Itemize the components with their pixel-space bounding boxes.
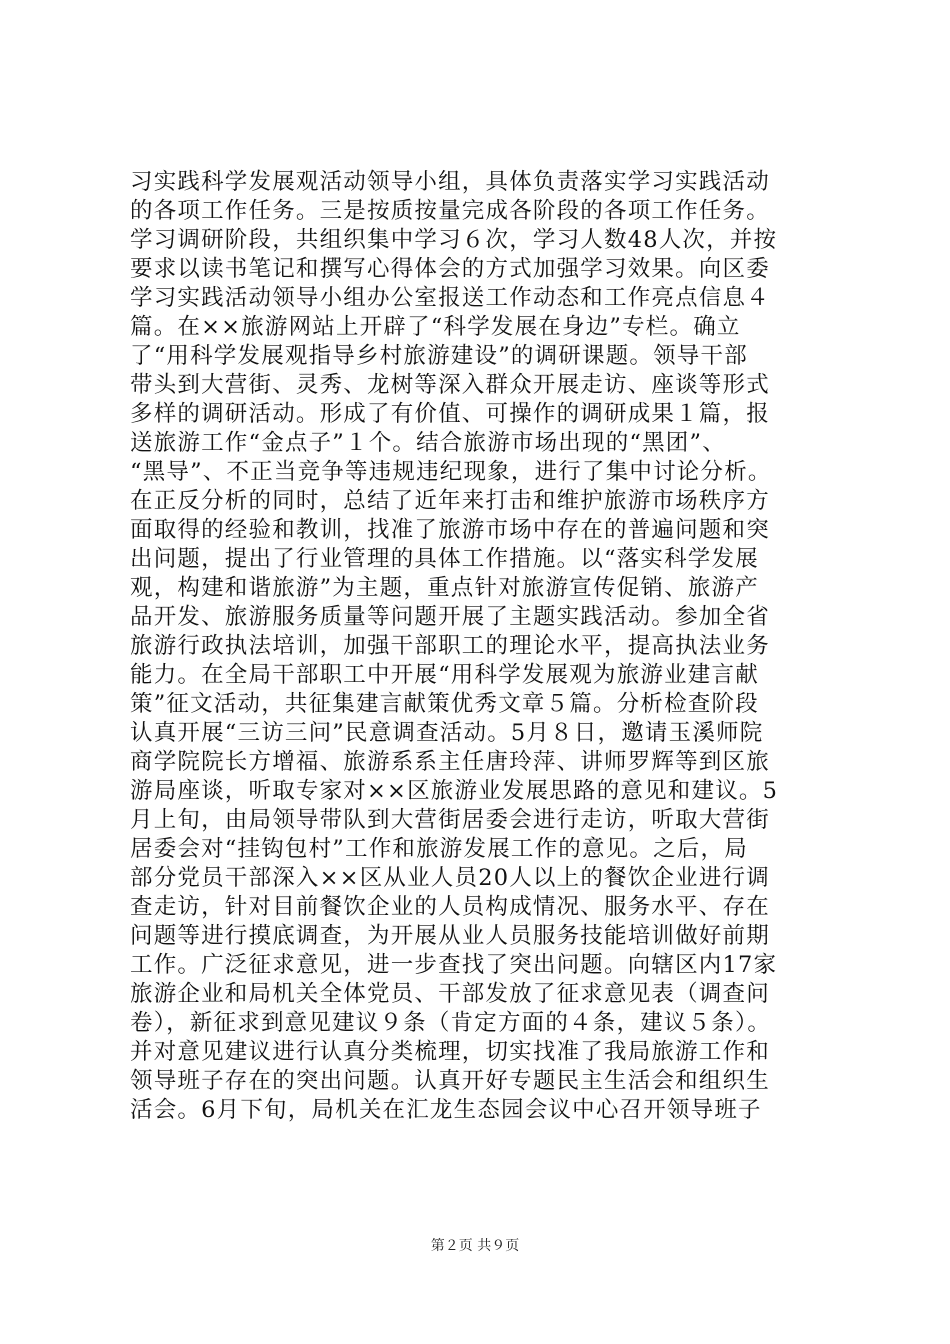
text-line: 领导班子存在的突出问题。认真开好专题民主生活会和组织生: [130, 1068, 770, 1094]
text-line: 工作。广泛征求意见，进一步查找了突出问题。向辖区内17家: [130, 952, 778, 978]
text-line: 面取得的经验和教训，找准了旅游市场中存在的普遍问题和突: [130, 517, 770, 543]
text-line: 品开发、旅游服务质量等问题开展了主题实践活动。参加全省: [130, 604, 770, 630]
text-line: 多样的调研活动。形成了有价值、可操作的调研成果１篇，报: [130, 401, 770, 427]
text-line: 能力。在全局干部职工中开展“用科学发展观为旅游业建言献: [130, 662, 759, 688]
page-indicator: 第２页 共９页: [430, 1238, 520, 1254]
body-text: [130, 168, 830, 1125]
text-line: 篇。在××旅游网站上开辟了“科学发展在身边”专栏。确立: [130, 314, 741, 340]
text-line: 查走访，针对目前餐饮企业的人员构成情况、服务水平、存在: [130, 894, 770, 920]
text-line: 观，构建和谐旅游”为主题，重点针对旅游宣传促销、旅游产: [130, 575, 759, 601]
text-line: 习实践科学发展观活动领导小组，具体负责落实学习实践活动: [130, 169, 770, 195]
text-line: “黑导”、不正当竞争等违规违纪现象，进行了集中讨论分析。: [130, 459, 772, 485]
text-line: 问题等进行摸底调查，为开展从业人员服务技能培训做好前期: [130, 923, 770, 949]
text-line: 认真开展“三访三问”民意调查活动。5月８日，邀请玉溪师院: [130, 720, 764, 746]
text-line: 月上旬，由局领导带队到大营街居委会进行走访，听取大营街: [130, 807, 770, 833]
page-footer: [0, 1236, 950, 1256]
text-line: 在正反分析的同时，总结了近年来打击和维护旅游市场秩序方: [130, 488, 770, 514]
text-line: 策”征文活动，共征集建言献策优秀文章５篇。分析检查阶段: [130, 691, 759, 717]
text-line: 活会。6月下旬，局机关在汇龙生态园会议中心召开领导班子: [130, 1097, 762, 1123]
text-line: 游局座谈，听取专家对××区旅游业发展思路的意见和建议。5: [130, 778, 779, 804]
text-line: 带头到大营街、灵秀、龙树等深入群众开展走访、座谈等形式: [130, 372, 770, 398]
text-line: 卷），新征求到意见建议９条（肯定方面的４条，建议５条）。: [130, 1010, 772, 1036]
text-line: 出问题，提出了行业管理的具体工作措施。以“落实科学发展: [130, 546, 759, 572]
text-line: 送旅游工作“金点子”１个。结合旅游市场出现的“黑团”、: [130, 430, 726, 456]
text-line: 学习调研阶段，共组织集中学习６次，学习人数48人次，并按: [130, 227, 778, 253]
text-line: 居委会对“挂钩包村”工作和旅游发展工作的意见。之后，局: [130, 836, 748, 862]
text-line: 部分党员干部深入××区从业人员20人以上的餐饮企业进行调: [130, 865, 770, 891]
text-line: 旅游行政执法培训，加强干部职工的理论水平，提高执法业务: [130, 633, 770, 659]
text-line: 旅游企业和局机关全体党员、干部发放了征求意见表（调查问: [130, 981, 770, 1007]
text-line: 的各项工作任务。三是按质按量完成各阶段的各项工作任务。: [130, 198, 770, 224]
text-line: 要求以读书笔记和撰写心得体会的方式加强学习效果。向区委: [130, 256, 770, 282]
text-line: 商学院院长方增福、旅游系系主任唐玲萍、讲师罗辉等到区旅: [130, 749, 770, 775]
text-line: 学习实践活动领导小组办公室报送工作动态和工作亮点信息４: [130, 285, 770, 311]
text-line: 了“用科学发展观指导乡村旅游建设”的调研课题。领导干部: [130, 343, 748, 369]
text-line: 并对意见建议进行认真分类梳理，切实找准了我局旅游工作和: [130, 1039, 770, 1065]
